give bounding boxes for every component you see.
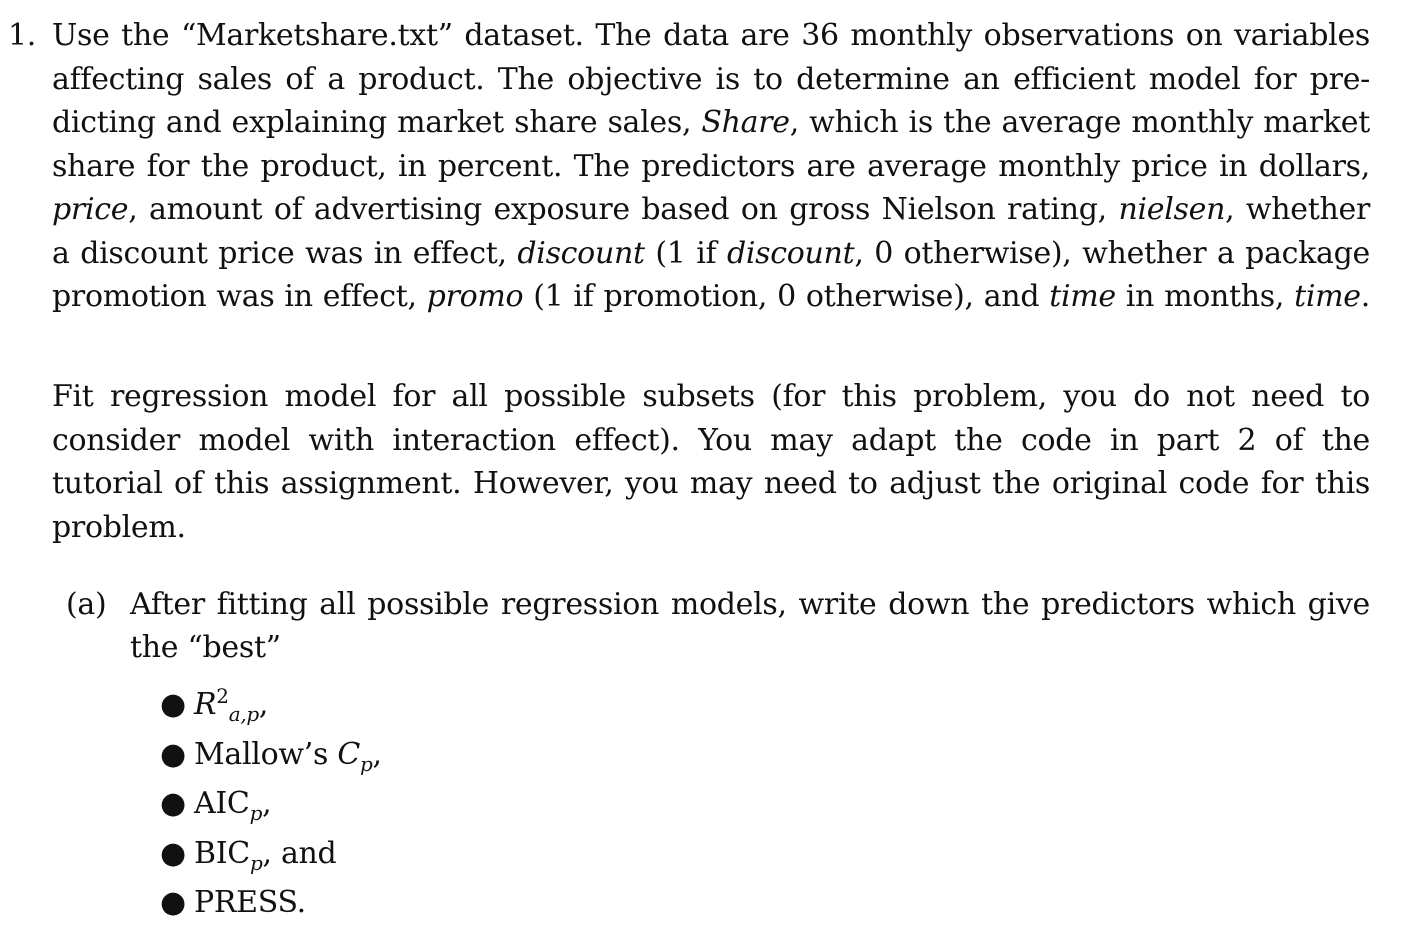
bullet-icon: ● <box>160 687 186 722</box>
part-a-text <box>130 583 1370 669</box>
criterion-aic <box>160 779 382 829</box>
question-intro-paragraph <box>52 14 1370 319</box>
criterion-base: R <box>194 687 217 722</box>
criterion-subscript: p <box>359 751 373 776</box>
criterion-base: BIC <box>194 835 250 871</box>
intro-line-5: price, amount of advertising exposure based on gross Nielson rating, nielsen, whether <box>52 192 1371 227</box>
intro-line-6: a discount price was in effect, discount (1 if discount, 0 otherwise), whether a package <box>52 235 1370 271</box>
instructions-line-2: consider model with interaction effect). You may adapt the code in part 2 of the <box>52 422 1370 458</box>
instructions-line-3: tutorial of this assignment. However, you may need to adjust the original code for this <box>52 466 1370 501</box>
intro-line-7: promotion was in effect, promo (1 if promotion, 0 otherwise), and time in months, time. <box>52 279 1370 314</box>
criterion-subscript: p <box>249 850 263 875</box>
bullet-icon: ● <box>160 885 186 920</box>
criterion-bic <box>160 829 382 879</box>
part-a-line-1: After fitting all possible regression models, write down the predictors which give <box>130 587 1370 622</box>
criterion-base: Mallow’s C <box>194 736 360 772</box>
part-a-label: (a) <box>66 587 107 622</box>
criterion-suffix: , and <box>262 835 337 871</box>
instructions-line-4: problem. <box>52 509 186 545</box>
bullet-icon: ● <box>160 786 186 821</box>
question-number: 1. <box>8 18 37 53</box>
criterion-superscript: 2 <box>216 684 229 708</box>
criterion-base: AIC <box>194 786 250 821</box>
intro-line-2: affecting sales of a product. The objective is to determine an efficient model for pre- <box>52 61 1370 97</box>
criterion-base: PRESS. <box>194 885 306 920</box>
criterion-suffix: , <box>258 687 269 722</box>
criterion-press <box>160 878 382 928</box>
bullet-icon: ● <box>160 835 186 871</box>
criterion-suffix: , <box>372 736 382 772</box>
criteria-list <box>160 680 382 928</box>
criterion-adjusted-r-squared <box>160 680 382 730</box>
bullet-icon: ● <box>160 736 186 772</box>
part-a-line-2: the “best” <box>130 630 281 665</box>
criterion-mallows-cp <box>160 730 382 780</box>
criterion-subscript: p <box>249 801 263 825</box>
intro-line-1: Use the “Marketshare.txt” dataset. The data are 36 monthly observations on variables <box>52 18 1370 53</box>
intro-line-4: share for the product, in percent. The predictors are average monthly price in dollars, <box>52 148 1370 184</box>
instructions-paragraph <box>52 375 1370 549</box>
intro-line-3: dicting and explaining market share sales, Share, which is the average monthly market <box>52 105 1370 140</box>
instructions-line-1: Fit regression model for all possible subsets (for this problem, you do not need to <box>52 379 1370 414</box>
criterion-suffix: , <box>262 786 272 821</box>
criterion-subscript: a,p <box>228 702 259 726</box>
